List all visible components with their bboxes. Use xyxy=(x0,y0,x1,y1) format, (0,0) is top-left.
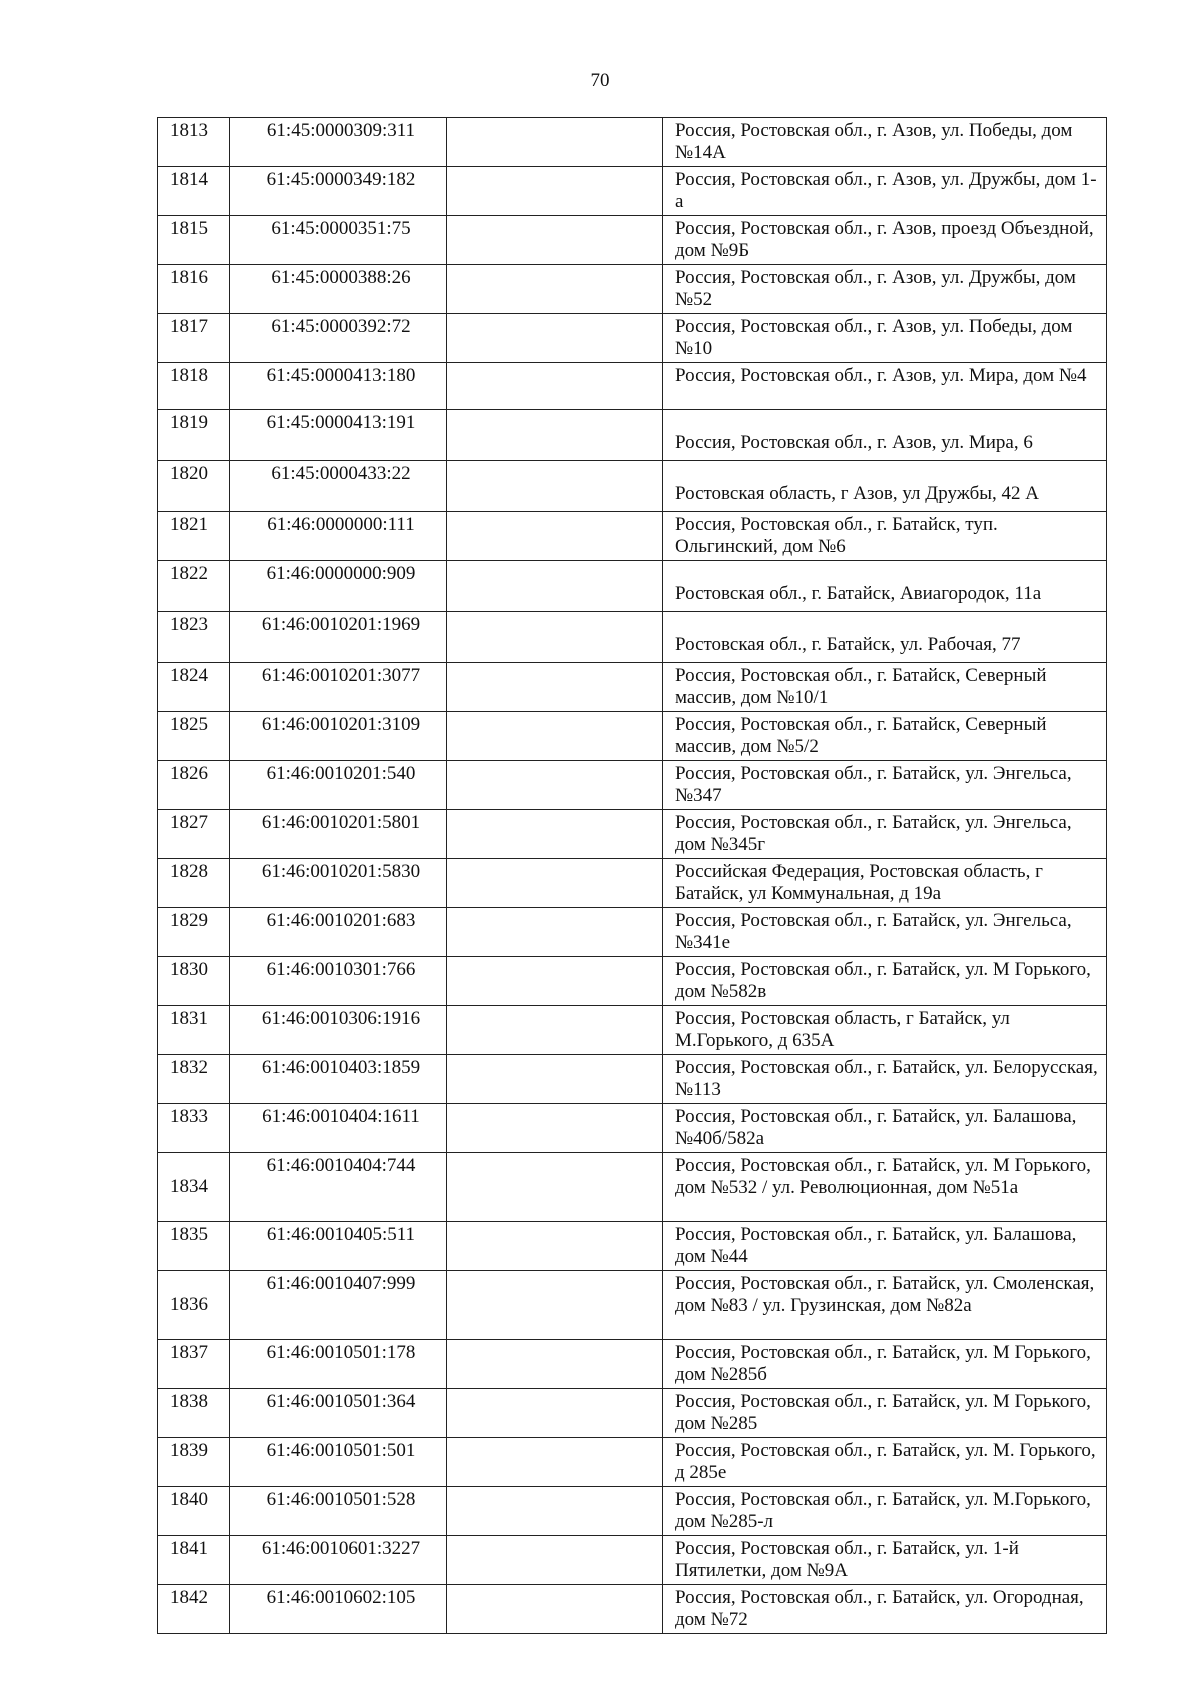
row-number: 1818 xyxy=(158,363,230,410)
empty-cell xyxy=(447,1271,663,1340)
table-row xyxy=(158,1585,1107,1634)
address: Россия, Ростовская обл., г. Батайск, ул. Энгельса, дом №345г xyxy=(663,810,1107,859)
empty-cell xyxy=(447,1340,663,1389)
empty-cell xyxy=(447,216,663,265)
table-row xyxy=(158,512,1107,561)
cadastral-number: 61:45:0000413:191 xyxy=(230,410,447,461)
row-number: 1817 xyxy=(158,314,230,363)
address: Россия, Ростовская обл., г. Батайск, ул. Смоленская, дом №83 / ул. Грузинская, дом №82а xyxy=(663,1271,1107,1340)
empty-cell xyxy=(447,1006,663,1055)
table-row xyxy=(158,118,1107,167)
cadastral-number: 61:46:0010404:1611 xyxy=(230,1104,447,1153)
table-row xyxy=(158,410,1107,461)
row-number: 1838 xyxy=(158,1389,230,1438)
cadastral-number: 61:46:0010602:105 xyxy=(230,1585,447,1634)
row-number: 1840 xyxy=(158,1487,230,1536)
cadastral-table xyxy=(157,117,1107,1634)
address: Россия, Ростовская обл., г. Азов, ул. Дружбы, дом 1-а xyxy=(663,167,1107,216)
cadastral-number: 61:46:0010405:511 xyxy=(230,1222,447,1271)
cadastral-number: 61:46:0010403:1859 xyxy=(230,1055,447,1104)
row-number: 1822 xyxy=(158,561,230,612)
address: Россия, Ростовская обл., г. Батайск, ул. Балашова, №40б/582а xyxy=(663,1104,1107,1153)
table-row xyxy=(158,1340,1107,1389)
empty-cell xyxy=(447,1153,663,1222)
row-number: 1820 xyxy=(158,461,230,512)
empty-cell xyxy=(447,810,663,859)
cadastral-number: 61:45:0000349:182 xyxy=(230,167,447,216)
table-row xyxy=(158,561,1107,612)
cadastral-number: 61:46:0010201:3077 xyxy=(230,663,447,712)
address: Россия, Ростовская обл., г. Батайск, ул. 1-й Пятилетки, дом №9А xyxy=(663,1536,1107,1585)
row-number: 1833 xyxy=(158,1104,230,1153)
table-row xyxy=(158,314,1107,363)
address: Россия, Ростовская обл., г. Батайск, ул. Энгельса, №347 xyxy=(663,761,1107,810)
address: Россия, Ростовская обл., г. Батайск, ул. Белорусская, №113 xyxy=(663,1055,1107,1104)
table-row xyxy=(158,712,1107,761)
cadastral-number: 61:46:0010201:540 xyxy=(230,761,447,810)
row-number: 1828 xyxy=(158,859,230,908)
row-number: 1839 xyxy=(158,1438,230,1487)
address: Россия, Ростовская обл., г. Батайск, ул. Огородная, дом №72 xyxy=(663,1585,1107,1634)
address: Россия, Ростовская область, г Батайск, ул М.Горького, д 635А xyxy=(663,1006,1107,1055)
cadastral-number: 61:46:0000000:909 xyxy=(230,561,447,612)
cadastral-number: 61:45:0000309:311 xyxy=(230,118,447,167)
empty-cell xyxy=(447,363,663,410)
address: Россия, Ростовская обл., г. Батайск, ул. М. Горького, д 285е xyxy=(663,1438,1107,1487)
empty-cell xyxy=(447,1585,663,1634)
address: Ростовская обл., г. Батайск, Авиагородок, 11а xyxy=(663,561,1107,612)
table-row xyxy=(158,1055,1107,1104)
address: Ростовская обл., г. Батайск, ул. Рабочая, 77 xyxy=(663,612,1107,663)
address: Россия, Ростовская обл., г. Азов, ул. Победы, дом №10 xyxy=(663,314,1107,363)
row-number: 1842 xyxy=(158,1585,230,1634)
row-number: 1831 xyxy=(158,1006,230,1055)
empty-cell xyxy=(447,1055,663,1104)
table-row xyxy=(158,1487,1107,1536)
address: Россия, Ростовская обл., г. Азов, проезд Объездной, дом №9Б xyxy=(663,216,1107,265)
empty-cell xyxy=(447,908,663,957)
row-number: 1815 xyxy=(158,216,230,265)
row-number: 1832 xyxy=(158,1055,230,1104)
cadastral-number: 61:46:0010501:528 xyxy=(230,1487,447,1536)
empty-cell xyxy=(447,314,663,363)
cadastral-number: 61:46:0010501:178 xyxy=(230,1340,447,1389)
row-number: 1814 xyxy=(158,167,230,216)
address: Российская Федерация, Ростовская область, г Батайск, ул Коммунальная, д 19а xyxy=(663,859,1107,908)
address: Россия, Ростовская обл., г. Батайск, туп. Ольгинский, дом №6 xyxy=(663,512,1107,561)
cadastral-number: 61:46:0010301:766 xyxy=(230,957,447,1006)
cadastral-number: 61:46:0010201:1969 xyxy=(230,612,447,663)
table-row xyxy=(158,859,1107,908)
cadastral-number: 61:46:0010201:5801 xyxy=(230,810,447,859)
address: Россия, Ростовская обл., г. Батайск, ул. М Горького, дом №532 / ул. Революционная, дом №51а xyxy=(663,1153,1107,1222)
empty-cell xyxy=(447,859,663,908)
address: Россия, Ростовская обл., г. Батайск, Северный массив, дом №5/2 xyxy=(663,712,1107,761)
cadastral-number: 61:46:0010404:744 xyxy=(230,1153,447,1222)
address: Россия, Ростовская обл., г. Батайск, ул. М Горького, дом №582в xyxy=(663,957,1107,1006)
address: Россия, Ростовская обл., г. Азов, ул. Дружбы, дом №52 xyxy=(663,265,1107,314)
empty-cell xyxy=(447,1389,663,1438)
empty-cell xyxy=(447,1104,663,1153)
table-row xyxy=(158,1222,1107,1271)
table-row xyxy=(158,1389,1107,1438)
empty-cell xyxy=(447,410,663,461)
empty-cell xyxy=(447,1222,663,1271)
address: Россия, Ростовская обл., г. Батайск, ул. М.Горького, дом №285-л xyxy=(663,1487,1107,1536)
row-number: 1813 xyxy=(158,118,230,167)
table-row xyxy=(158,167,1107,216)
empty-cell xyxy=(447,712,663,761)
empty-cell xyxy=(447,461,663,512)
empty-cell xyxy=(447,1487,663,1536)
cadastral-number: 61:46:0010201:3109 xyxy=(230,712,447,761)
table-row xyxy=(158,1536,1107,1585)
address: Россия, Ростовская обл., г. Батайск, ул. М Горького, дом №285 xyxy=(663,1389,1107,1438)
cadastral-number: 61:46:0010201:683 xyxy=(230,908,447,957)
table-row xyxy=(158,1153,1107,1222)
empty-cell xyxy=(447,512,663,561)
row-number: 1830 xyxy=(158,957,230,1006)
table-row xyxy=(158,612,1107,663)
cadastral-number: 61:45:0000351:75 xyxy=(230,216,447,265)
table-row xyxy=(158,957,1107,1006)
cadastral-number: 61:45:0000392:72 xyxy=(230,314,447,363)
address: Россия, Ростовская обл., г. Батайск, ул. М Горького, дом №285б xyxy=(663,1340,1107,1389)
row-number: 1841 xyxy=(158,1536,230,1585)
row-number: 1826 xyxy=(158,761,230,810)
cadastral-number: 61:46:0010601:3227 xyxy=(230,1536,447,1585)
row-number: 1825 xyxy=(158,712,230,761)
empty-cell xyxy=(447,1536,663,1585)
empty-cell xyxy=(447,1438,663,1487)
row-number: 1819 xyxy=(158,410,230,461)
row-number: 1816 xyxy=(158,265,230,314)
table-row xyxy=(158,363,1107,410)
table-row xyxy=(158,265,1107,314)
empty-cell xyxy=(447,561,663,612)
empty-cell xyxy=(447,167,663,216)
cadastral-number: 61:45:0000388:26 xyxy=(230,265,447,314)
row-number: 1837 xyxy=(158,1340,230,1389)
table-row xyxy=(158,810,1107,859)
address: Россия, Ростовская обл., г. Батайск, ул. Балашова, дом №44 xyxy=(663,1222,1107,1271)
table-body xyxy=(158,118,1107,1634)
row-number: 1836 xyxy=(158,1271,230,1340)
address: Россия, Ростовская обл., г. Азов, ул. Победы, дом №14А xyxy=(663,118,1107,167)
row-number: 1821 xyxy=(158,512,230,561)
empty-cell xyxy=(447,957,663,1006)
address: Ростовская область, г Азов, ул Дружбы, 42 А xyxy=(663,461,1107,512)
page-number: 70 xyxy=(590,70,610,91)
table-row xyxy=(158,1006,1107,1055)
cadastral-number: 61:45:0000433:22 xyxy=(230,461,447,512)
cadastral-number: 61:46:0000000:111 xyxy=(230,512,447,561)
cadastral-number: 61:46:0010201:5830 xyxy=(230,859,447,908)
address: Россия, Ростовская обл., г. Батайск, ул. Энгельса, №341е xyxy=(663,908,1107,957)
table-row xyxy=(158,1438,1107,1487)
table-row xyxy=(158,761,1107,810)
row-number: 1827 xyxy=(158,810,230,859)
address: Россия, Ростовская обл., г. Батайск, Северный массив, дом №10/1 xyxy=(663,663,1107,712)
address: Россия, Ростовская обл., г. Азов, ул. Мира, 6 xyxy=(663,410,1107,461)
cadastral-number: 61:46:0010306:1916 xyxy=(230,1006,447,1055)
empty-cell xyxy=(447,612,663,663)
row-number: 1829 xyxy=(158,908,230,957)
row-number: 1824 xyxy=(158,663,230,712)
table-row xyxy=(158,663,1107,712)
table-row xyxy=(158,216,1107,265)
cadastral-number: 61:46:0010407:999 xyxy=(230,1271,447,1340)
table-row xyxy=(158,1271,1107,1340)
cadastral-number: 61:46:0010501:364 xyxy=(230,1389,447,1438)
row-number: 1834 xyxy=(158,1153,230,1222)
row-number: 1823 xyxy=(158,612,230,663)
table-row xyxy=(158,461,1107,512)
empty-cell xyxy=(447,265,663,314)
empty-cell xyxy=(447,118,663,167)
table-row xyxy=(158,1104,1107,1153)
address: Россия, Ростовская обл., г. Азов, ул. Мира, дом №4 xyxy=(663,363,1107,410)
row-number: 1835 xyxy=(158,1222,230,1271)
cadastral-number: 61:46:0010501:501 xyxy=(230,1438,447,1487)
empty-cell xyxy=(447,761,663,810)
table-row xyxy=(158,908,1107,957)
cadastral-number: 61:45:0000413:180 xyxy=(230,363,447,410)
empty-cell xyxy=(447,663,663,712)
